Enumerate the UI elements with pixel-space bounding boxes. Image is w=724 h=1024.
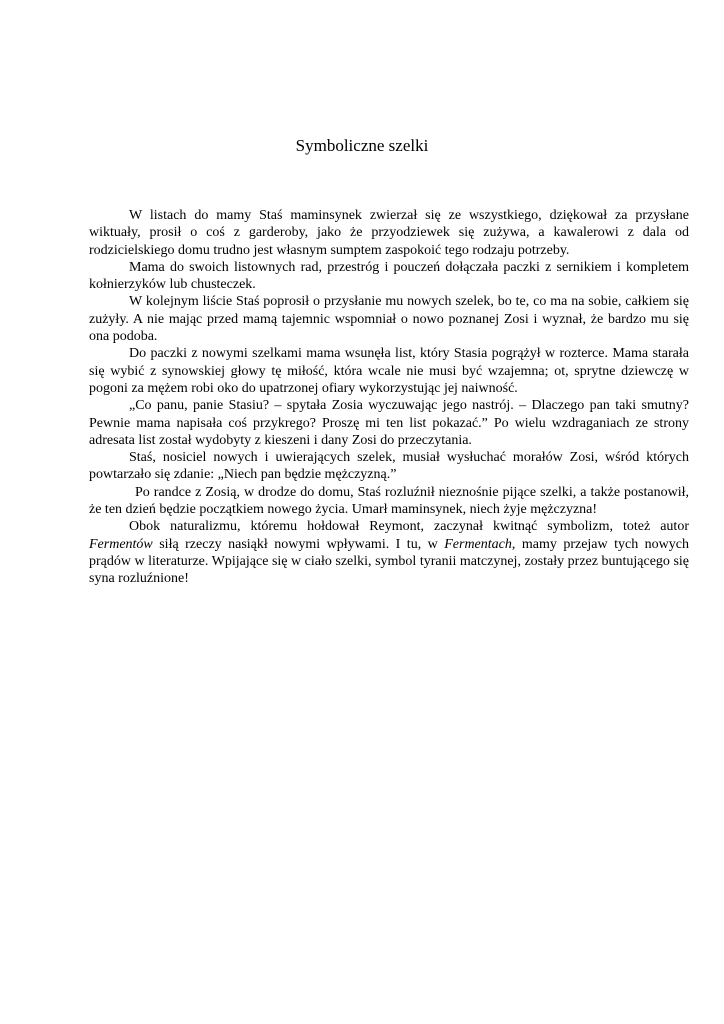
paragraph-5: „Co panu, panie Stasiu? – spytała Zosia wyczuwając jego nastrój. – Dlaczego pan taki smutny? Pewnie mama napisała coś przykrego? Proszę mi ten list pokazać.” Po wielu wzdraganiach ze strony adresata list został wydobyty z kieszeni i dany Zosi do przeczytania.: [89, 398, 689, 448]
paragraph-7: Po randce z Zosią, w drodze do domu, Staś rozluźnił nieznośnie pijące szelki, a także postanowił, że ten dzień będzie początkiem nowego życia. Umarł maminsynek, niech żyje mężczyzna!: [89, 484, 689, 518]
paragraph-8-part2: siłą rzeczy nasiąkł nowymi wpływami. I tu, w: [152, 536, 445, 552]
paragraph-3: W kolejnym liście Staś poprosił o przysłanie mu nowych szelek, bo te, co ma na sobie, całkiem się zużyły. A nie mając przed mamą tajemnic wspomniał o nowo poznanej Zosi i wyznał, że bardzo mu się ona podoba.: [89, 294, 689, 345]
paragraph-8: [89, 518, 689, 587]
paragraph-8-part1: Obok naturalizmu, któremu hołdował Reymont, zaczynał kwitnąć symbolizm, toteż autor: [129, 519, 689, 535]
document-title: Symboliczne szelki: [295, 136, 429, 155]
italic-title-fermentow: Fermentów: [89, 536, 153, 552]
document-body: [89, 207, 689, 588]
paragraph-4: Do paczki z nowymi szelkami mama wsunęła list, który Stasia pogrążył w rozterce. Mama starała się wybić z synowskiej głowy tę miłość, która wcale nie musi być wzajemna; ot, sprytne dziewczę w pogoni za mężem robi oko do upatrzonej ofiary wykorzystując jej naiwność.: [89, 346, 689, 396]
paragraph-1: W listach do mamy Staś maminsynek zwierzał się ze wszystkiego, dziękował za przysłane wiktuały, prosił o coś z garderoby, jako że przyodziewek się zużywa, a kawalerowi z dala od rodzicielskiego domu trudno jest własnym sumptem zaspokoić tego rodzaju potrzeby.: [89, 208, 689, 258]
paragraph-8-part3: , mamy przejaw tych nowych prądów w literaturze. Wpijające się w ciało szelki, symbol tyranii matczynej, zostały przez buntującego się syna rozluźnione!: [89, 536, 689, 587]
italic-title-fermentach: Fermentach: [444, 536, 512, 552]
paragraph-2: Mama do swoich listownych rad, przestróg i pouczeń dołączała paczki z sernikiem i kompletem kołnierzyków lub chusteczek.: [89, 259, 689, 293]
paragraph-6: Staś, nosiciel nowych i uwierających szelek, musiał wysłuchać morałów Zosi, wśród których powtarzało się zdanie: „Niech pan będzie mężczyzną.”: [89, 450, 689, 483]
